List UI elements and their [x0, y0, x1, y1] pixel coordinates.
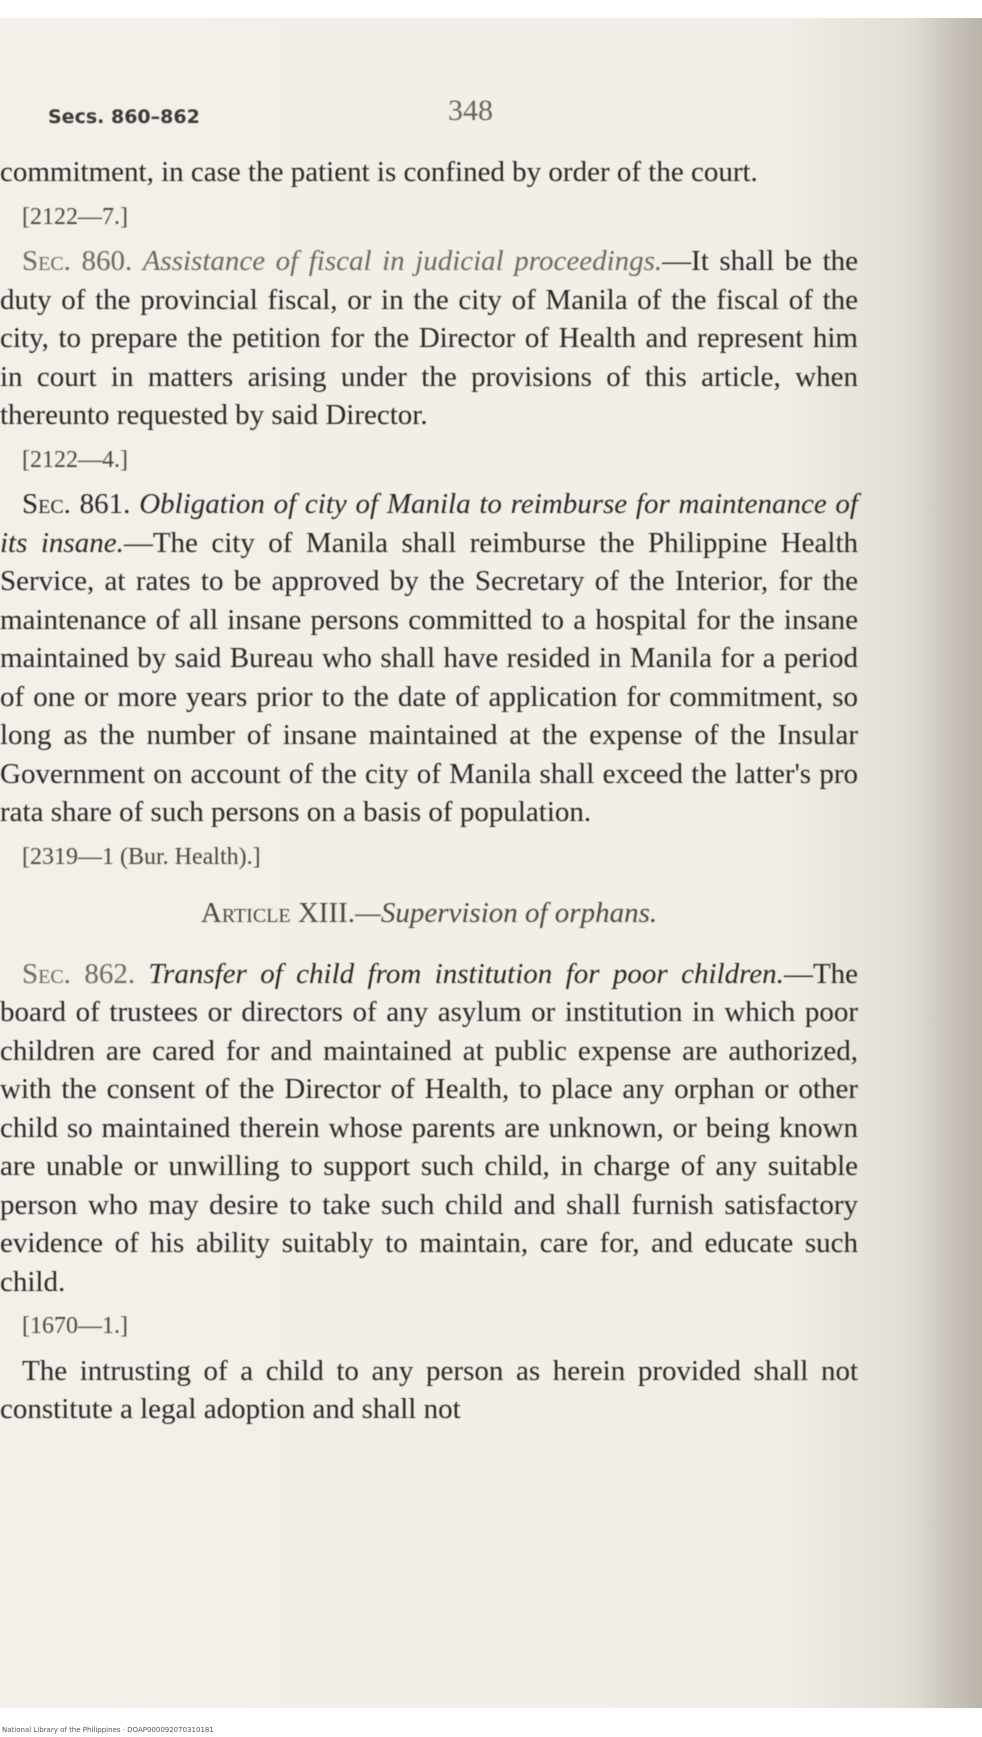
archive-footer: National Library of the Philippines · DOAP000092070310181 — [2, 1726, 214, 1734]
section-text: —It shall be the duty of the provincial fiscal, or in the city of Manila of the fiscal of the city, to prepare the petition for the Director of Health and represent him in court in matters arising under the provisions of this article, when thereunto requested by said Director. — [0, 245, 858, 431]
section-861 — [0, 485, 858, 832]
citation: [1670—1.] — [22, 1313, 128, 1339]
paragraph-continuation: commitment, in case the patient is confined by order of the court. — [0, 156, 758, 188]
article-heading — [0, 894, 858, 933]
section-text: —The city of Manila shall reimburse the Philippine Health Service, at rates to be approved by the Secretary of the Interior, for the maintenance of all insane persons committed to a hospital for the insane maintained by said Bureau who shall have resided in Manila for a period of one or more years prior to the date of application for commitment, so long as the number of insane maintained at the expense of the Insular Government on account of the city of Manila shall exceed the latter's pro rata share of such persons on a basis of population. — [0, 526, 858, 828]
page-header — [48, 90, 906, 138]
article-title: —Supervision of orphans. — [355, 897, 658, 929]
section-label: Sec. 860. — [22, 245, 133, 277]
section-range: Secs. 860–862 — [48, 106, 200, 128]
paragraph-last: The intrusting of a child to any person as herein provided shall not constitute a legal adoption and shall not — [0, 1354, 858, 1425]
section-text: —The board of trustees or directors of any asylum or institution in which poor children are cared for and maintained at public expense are authorized, with the consent of the Director of Health, to place any orphan or other child so maintained therein whose parents are unknown, or being known are unable or unwilling to support such child, in charge of any suitable person who may desire to take such child and shall furnish satisfactory evidence of his ability suitably to maintain, care for, and educate such child. — [0, 957, 859, 1298]
section-title: Obligation of city of Manila to reimburse for maintenance of its insane. — [0, 488, 858, 559]
scanned-page — [0, 18, 982, 1708]
section-title: Assistance of fiscal in judicial proceedings. — [142, 245, 663, 277]
citation: [2319—1 (Bur. Health).] — [22, 843, 261, 870]
section-860 — [0, 242, 858, 435]
section-label: Sec. 861. — [22, 488, 131, 520]
citation: [2122—7.] — [22, 203, 128, 230]
section-title: Transfer of child from institution for poor children. — [148, 957, 784, 990]
citation: [2122—4.] — [22, 446, 128, 473]
page-edge-shadow — [912, 18, 982, 1708]
page-number: 348 — [448, 94, 493, 127]
article-label: Article XIII. — [200, 897, 356, 929]
section-862 — [0, 955, 858, 1302]
section-label: Sec. 862. — [22, 957, 136, 990]
page-body — [0, 153, 858, 1429]
